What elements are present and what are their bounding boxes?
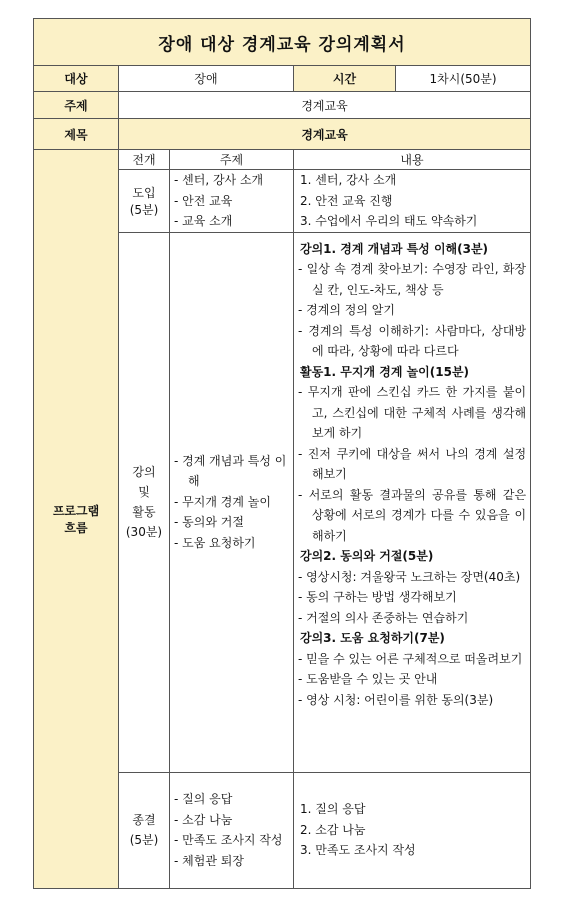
time-value: 1차시(50분)	[396, 66, 531, 92]
section-item: - 동의 구하는 방법 생각해보기	[298, 590, 457, 604]
closing-content-item: 1. 질의 응답	[300, 802, 366, 817]
main-stage	[119, 232, 170, 772]
section-item: - 영상시청: 겨울왕국 노크하는 장면(40초)	[298, 569, 521, 584]
main-stage-line1: 강의	[132, 465, 156, 479]
section-item: - 믿을 수 있는 어른 구체적으로 떠올려보기	[298, 651, 523, 666]
closing-stage-line2: (5분)	[129, 833, 159, 847]
topic-label: 주제	[34, 92, 119, 119]
closing-topics	[170, 772, 294, 888]
main-stage-line4: (30분)	[125, 525, 163, 539]
target-value: 장애	[119, 66, 294, 92]
main-topics	[170, 232, 294, 772]
intro-content-item: 3. 수업에서 우리의 태도 약속하기	[300, 214, 478, 228]
closing-contents	[294, 772, 531, 888]
main-topic-item: - 동의와 거절	[174, 515, 244, 530]
intro-topic-item: - 센터, 강사 소개	[174, 173, 264, 187]
closing-stage	[119, 772, 170, 888]
main-stage-line2: 및	[138, 485, 150, 499]
section-item: - 거절의 의사 존중하는 연습하기	[298, 610, 469, 625]
closing-topic-item: - 질의 응답	[174, 792, 233, 806]
intro-topic-item: - 안전 교육	[174, 193, 233, 208]
intro-stage	[119, 170, 170, 233]
program-label-line2: 흐름	[64, 521, 88, 535]
intro-content-item: 1. 센터, 강사 소개	[300, 173, 397, 187]
section-item: - 일상 속 경계 찾아보기: 수영장 라인, 화장실 칸, 인도-차도, 책상 등	[298, 262, 527, 297]
intro-stage-line1: 도입	[132, 185, 156, 200]
document-title: 장애 대상 경계교육 강의계획서	[34, 19, 531, 66]
section-heading: 강의3. 도움 요청하기(7분)	[300, 631, 445, 645]
section-item: - 영상 시청: 어린이를 위한 동의(3분)	[298, 692, 494, 707]
main-topic-item: - 도움 요청하기	[174, 535, 256, 550]
section-heading: 강의2. 동의와 거절(5분)	[300, 549, 434, 563]
section-heading: 강의1. 경계 개념과 특성 이해(3분)	[300, 241, 489, 256]
intro-topic-item: - 교육 소개	[174, 214, 233, 228]
section-item: - 진저 쿠키에 대상을 써서 나의 경계 설정해보기	[298, 446, 527, 481]
intro-topics	[170, 170, 294, 233]
topic-value: 경계교육	[119, 92, 531, 119]
main-contents	[294, 232, 531, 772]
subject-value: 경계교육	[119, 119, 531, 150]
time-label: 시간	[294, 66, 396, 92]
closing-content-item: 3. 만족도 조사지 작성	[300, 843, 416, 858]
section-heading: 활동1. 무지개 경계 놀이(15분)	[300, 364, 470, 379]
main-topic-item: - 무지개 경계 놀이	[174, 494, 271, 509]
target-label: 대상	[34, 66, 119, 92]
intro-stage-line2: (5분)	[129, 202, 159, 217]
closing-topic-item: - 체험관 퇴장	[174, 853, 244, 868]
section-item: - 무지개 판에 스킨십 카드 한 가지를 붙이고, 스킨십에 대한 구체적 사례를 생각해보게 하기	[298, 385, 527, 440]
program-flow-label	[34, 150, 119, 889]
section-item: - 경계의 정의 알기	[298, 303, 395, 317]
lesson-plan-table	[33, 18, 531, 889]
main-stage-line3: 활동	[132, 505, 156, 519]
content-header: 내용	[294, 150, 531, 170]
intro-content-item: 2. 안전 교육 진행	[300, 193, 393, 208]
program-label-line1: 프로그램	[52, 504, 100, 518]
topic-header: 주제	[170, 150, 294, 170]
intro-contents	[294, 170, 531, 233]
closing-stage-line1: 종결	[132, 813, 156, 827]
main-topic-item: - 경계 개념과 특성 이해	[174, 453, 287, 489]
section-item: - 서로의 활동 결과물의 공유를 통해 같은 상황에 서로의 경계가 다를 수 있음을 이해하기	[298, 487, 527, 543]
closing-topic-item: - 소감 나눔	[174, 812, 233, 827]
closing-content-item: 2. 소감 나눔	[300, 822, 366, 837]
stage-header: 전개	[119, 150, 170, 170]
section-item: - 도움받을 수 있는 곳 안내	[298, 672, 438, 686]
closing-topic-item: - 만족도 조사지 작성	[174, 833, 283, 847]
subject-label: 제목	[34, 119, 119, 150]
section-item: - 경계의 특성 이해하기: 사람마다, 상대방에 따라, 상황에 따라 다르다	[298, 323, 527, 358]
